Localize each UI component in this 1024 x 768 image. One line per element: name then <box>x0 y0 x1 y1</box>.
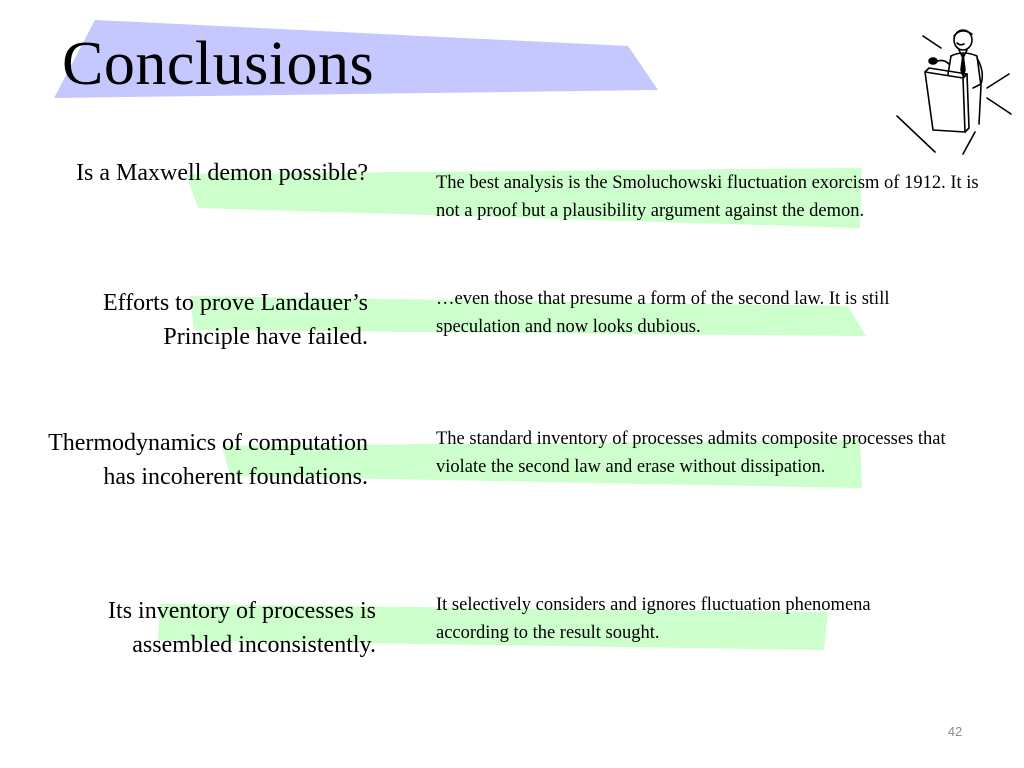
comment-2: …even those that presume a form of the second law. It is still speculation and now looks dubious. <box>436 289 890 337</box>
comment-4: It selectively considers and ignores fluctuation phenomena according to the result sought. <box>436 595 871 643</box>
page-number: 42 <box>947 724 963 739</box>
comment-3: The standard inventory of processes admits composite processes that violate the second law and erase without dissipation. <box>436 429 946 477</box>
page-title: Conclusions <box>62 30 375 98</box>
claim-4: Its inventory of processes is assembled inconsistently. <box>108 598 376 658</box>
claim-2: Efforts to prove Landauer’s Principle have failed. <box>102 290 368 350</box>
claim-1: Is a Maxwell demon possible? <box>76 160 368 186</box>
comment-1: The best analysis is the Smoluchowski fluctuation exorcism of 1912. It is not a proof but a plausibility argument against the demon. <box>436 173 979 221</box>
claim-3: Thermodynamics of computation has incoherent foundations. <box>48 430 368 490</box>
